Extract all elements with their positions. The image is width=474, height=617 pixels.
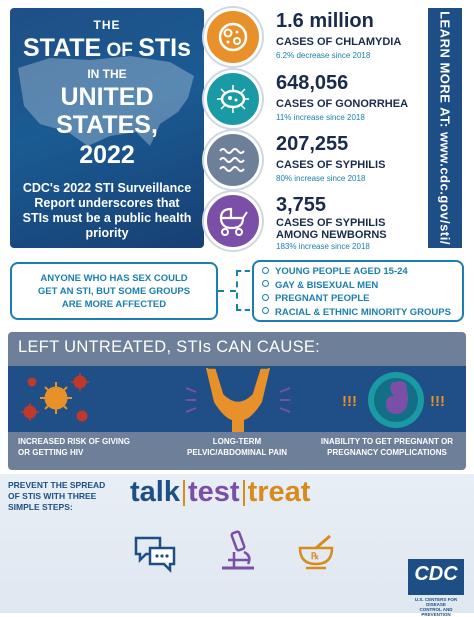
stat-number: 648,056 [276, 72, 349, 94]
step-divider [243, 480, 245, 506]
alert-marks-right: !!! [430, 393, 445, 410]
affected-box [10, 262, 218, 320]
stat-label-line2: AMONG NEWBORNS [276, 229, 387, 241]
hero-the: THE [93, 18, 121, 32]
stat-label: CASES OF SYPHILIS [276, 159, 386, 171]
hero-report-text: CDC's 2022 STI Surveillance Report underscores that STIs must be a public health priority [22, 181, 192, 240]
stat-chlamydia [204, 8, 424, 68]
bacteria-icon [204, 8, 262, 66]
stat-label: CASES OF CHLAMYDIA [276, 36, 402, 48]
logo-org [408, 597, 464, 617]
outcome-line2: PELVIC/ABDOMINAL PAIN [186, 448, 287, 457]
stat-change: 80% increase since 2018 [276, 174, 366, 183]
hero-state: STATE [23, 34, 102, 62]
top-section [0, 0, 474, 252]
hero-stis: STIs [138, 34, 191, 62]
stat-change: 6.2% decrease since 2018 [276, 51, 371, 60]
alert-marks-left: !!! [342, 393, 357, 410]
hero-united-states: UNITED STATES, [56, 83, 158, 139]
learn-more-link[interactable]: LEARN MORE AT: www.cdc.gov/sti/ [437, 11, 453, 245]
untreated-section [8, 332, 466, 470]
outcome-pain [168, 436, 306, 458]
cdc-logo [408, 559, 464, 617]
affected-line2: GET AN STI, BUT SOME GROUPS [37, 285, 191, 297]
stat-number: 207,255 [276, 133, 349, 155]
bullet-icon [262, 267, 269, 274]
virus-icon [16, 368, 96, 430]
connector-line [236, 270, 238, 310]
hero-in-the: IN THE [87, 67, 127, 81]
steps-wordmark [130, 476, 310, 509]
baby-stroller-icon [204, 192, 262, 250]
group-label: GAY & BISEXUAL MEN [275, 279, 379, 291]
bullet-icon [262, 307, 269, 314]
prevention-line2: OF STIS WITH THREE [8, 491, 97, 501]
group-item [262, 265, 454, 279]
group-label: YOUNG PEOPLE AGED 15-24 [275, 266, 408, 277]
stat-number: 1.6 million [276, 10, 374, 32]
prevention-line3: SIMPLE STEPS: [8, 502, 73, 512]
outcome-line1: INABILITY TO GET PREGNANT OR [320, 437, 454, 446]
connector-line [218, 290, 236, 292]
group-item [262, 306, 454, 320]
prevention-text [8, 480, 105, 513]
microbe-icon [204, 70, 262, 128]
groups-box [252, 260, 464, 322]
stat-newborn-syphilis [204, 192, 424, 252]
affected-line1: ANYONE WHO HAS SEX COULD [40, 272, 188, 284]
group-item [262, 279, 454, 293]
svg-text:℞: ℞ [311, 551, 320, 561]
hero-panel [10, 8, 204, 248]
spiral-bacteria-icon [204, 131, 262, 189]
stat-gonorrhea [204, 70, 424, 130]
hero-of: OF [101, 40, 139, 61]
stat-label-line1: CASES OF SYPHILIS [276, 217, 386, 229]
outcome-line1: LONG-TERM [212, 437, 262, 446]
hero-state-of-stis [10, 34, 204, 65]
hero-year: 2022 [79, 141, 135, 169]
outcome-line2: PREGNANCY COMPLICATIONS [327, 448, 447, 457]
logo-org-line1: U.S. CENTERS FOR DISEASE [414, 597, 458, 607]
connector-line [236, 309, 250, 311]
affected-line3: ARE MORE AFFECTED [61, 298, 167, 310]
group-item [262, 292, 454, 306]
stat-change: 183% increase since 2018 [276, 242, 370, 251]
mortar-pestle-icon [296, 534, 336, 570]
stat-change: 11% increase since 2018 [276, 113, 365, 122]
step-talk: talk [130, 476, 180, 508]
step-test: test [187, 476, 240, 508]
stat-label: CASES OF GONORRHEA [276, 98, 409, 110]
stat-number: 3,755 [276, 194, 327, 216]
group-label: RACIAL & ETHNIC MINORITY GROUPS [275, 306, 451, 318]
learn-more-banner[interactable] [428, 8, 462, 248]
bullet-icon [262, 294, 269, 301]
prevention-section [0, 474, 474, 617]
affected-text [38, 272, 190, 311]
outcome-line1: INCREASED RISK OF GIVING [18, 437, 131, 446]
outcome-hiv [18, 436, 130, 458]
untreated-heading: LEFT UNTREATED, STIs CAN CAUSE: [18, 338, 321, 356]
pelvic-pain-icon [186, 368, 290, 432]
prevention-line1: PREVENT THE SPREAD [8, 480, 106, 490]
step-divider [183, 480, 185, 506]
connector-line [236, 270, 250, 272]
step-treat: treat [247, 476, 311, 508]
logo-org-line2: CONTROL AND PREVENTION [419, 607, 453, 617]
outcome-line2: OR GETTING HIV [18, 448, 84, 457]
group-label: PREGNANT PEOPLE [275, 293, 370, 304]
microscope-icon [218, 530, 258, 572]
untreated-illustration-band [8, 366, 466, 432]
fetus-icon [342, 366, 452, 432]
stat-syphilis [204, 131, 424, 191]
bullet-icon [262, 280, 269, 287]
chat-bubbles-icon [134, 536, 176, 572]
logo-text: CDC [414, 563, 458, 585]
outcome-pregnancy [314, 436, 460, 458]
